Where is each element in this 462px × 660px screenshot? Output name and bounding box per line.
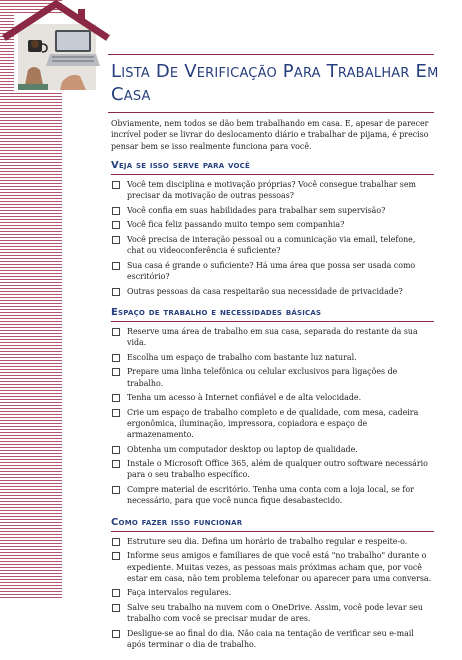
checkbox[interactable] bbox=[112, 328, 120, 336]
checkbox[interactable] bbox=[112, 409, 120, 417]
checklist-item-text: Você confia em suas habilidades para trabalhar sem supervisão? bbox=[127, 205, 386, 215]
checklist-item-text: Faça intervalos regulares. bbox=[127, 588, 232, 598]
section-heading: Como fazer isso funcionar bbox=[111, 517, 434, 532]
checkbox[interactable] bbox=[112, 181, 120, 189]
section-suitability bbox=[111, 160, 434, 297]
checkbox[interactable] bbox=[112, 394, 120, 402]
section-workspace bbox=[111, 307, 434, 507]
checklist-item-text: Escolha um espaço de trabalho com bastante luz natural. bbox=[127, 352, 357, 362]
checkbox[interactable] bbox=[112, 368, 120, 376]
checklist-item-text: Obtenha um computador desktop ou laptop de qualidade. bbox=[127, 444, 358, 454]
checklist-item bbox=[111, 366, 434, 389]
checklist-item bbox=[111, 536, 434, 547]
checkbox[interactable] bbox=[112, 446, 120, 454]
title-top-rule bbox=[108, 54, 434, 55]
checkbox[interactable] bbox=[112, 589, 120, 597]
section-making-it-work bbox=[111, 517, 434, 651]
checkbox[interactable] bbox=[112, 207, 120, 215]
section-heading: Veja se isso serve para você bbox=[111, 160, 434, 175]
checkbox[interactable] bbox=[112, 486, 120, 494]
house-photo-icon bbox=[0, 0, 112, 92]
checklist-item-text: Salve seu trabalho na nuvem com o OneDrive. Assim, você pode levar seu trabalho com você se precisar mudar de ares. bbox=[127, 602, 423, 624]
checklist-item bbox=[111, 407, 434, 441]
checklist-item bbox=[111, 392, 434, 403]
checklist-item-text: Você tem disciplina e motivação próprias? Você consegue trabalhar sem precisar da motivação de outras pessoas? bbox=[127, 180, 416, 201]
checkbox[interactable] bbox=[112, 460, 120, 468]
checklist-item bbox=[111, 234, 434, 257]
checklist-item-text: Instale o Microsoft Office 365, além de qualquer outro software necessário para o seu trabalho específico. bbox=[127, 459, 428, 480]
checkbox[interactable] bbox=[112, 221, 120, 229]
checklist-item bbox=[111, 628, 434, 651]
checklist-item-text: Desligue-se ao final do dia. Não caia na tentação de verificar seu e-mail após terminar o dia de trabalho. bbox=[127, 628, 414, 649]
checklist-item bbox=[111, 484, 434, 507]
checklist-item bbox=[111, 550, 434, 584]
title-bottom-rule bbox=[108, 112, 434, 113]
checklist-item-text: Sua casa é grande o suficiente? Há uma área que possa ser usada como escritório? bbox=[127, 260, 416, 282]
checklist bbox=[111, 179, 434, 297]
checklist-item bbox=[111, 602, 434, 625]
checklist-item-text: Informe seus amigos e familiares de que você está "no trabalho" durante o expediente. Muitas vezes, as pessoas mais próximas acham que, por você estar em casa, não tem problema telefonar ou aparecer para uma conversa. bbox=[127, 551, 432, 583]
checklist-item-text: Você precisa de interação pessoal ou a comunicação via email, telefone, chat ou videoconferência é suficiente? bbox=[127, 234, 416, 256]
checklist-item-text: Outras pessoas da casa respeitarão sua necessidade de privacidade? bbox=[127, 286, 403, 296]
checkbox[interactable] bbox=[112, 538, 120, 546]
checklist-item bbox=[111, 219, 434, 230]
checklist bbox=[111, 536, 434, 650]
checkbox[interactable] bbox=[112, 288, 120, 296]
checkbox[interactable] bbox=[112, 236, 120, 244]
checkbox[interactable] bbox=[112, 354, 120, 362]
checklist-item bbox=[111, 458, 434, 481]
section-heading: Espaço de trabalho e necessidades básicas bbox=[111, 307, 434, 322]
checklist-item-text: Crie um espaço de trabalho completo e de qualidade, com mesa, cadeira ergonômica, iluminação, impressora, copiadora e espaço de armazenamento. bbox=[127, 407, 419, 440]
checkbox[interactable] bbox=[112, 604, 120, 612]
checklist-item-text: Você fica feliz passando muito tempo sem companhia? bbox=[127, 220, 345, 230]
checklist-item-text: Reserve uma área de trabalho em sua casa, separada do restante da sua vida. bbox=[127, 327, 418, 348]
checklist-item-text: Compre material de escritório. Tenha uma conta com a loja local, se for necessário, para que você nunca fique desabastecido. bbox=[127, 484, 414, 506]
checklist-item bbox=[111, 286, 434, 297]
checklist-item bbox=[111, 326, 434, 349]
checklist-item-text: Prepare uma linha telefônica ou celular exclusivos para ligações de trabalho. bbox=[127, 367, 398, 388]
checklist-item bbox=[111, 205, 434, 216]
checklist-item-text: Tenha um acesso à Internet confiável e de alta velocidade. bbox=[127, 393, 362, 403]
checkbox[interactable] bbox=[112, 262, 120, 270]
content bbox=[111, 118, 434, 660]
page-title: Lista De Verificação Para Trabalhar Em Casa bbox=[111, 61, 439, 105]
checklist-item-text: Estruture seu dia. Defina um horário de trabalho regular e respeite-o. bbox=[127, 536, 408, 546]
checkbox[interactable] bbox=[112, 630, 120, 638]
checklist-item bbox=[111, 260, 434, 283]
checklist-item bbox=[111, 352, 434, 363]
checklist-item bbox=[111, 179, 434, 202]
checklist-item bbox=[111, 444, 434, 455]
checklist bbox=[111, 326, 434, 506]
checkbox[interactable] bbox=[112, 552, 120, 560]
checklist-item bbox=[111, 587, 434, 598]
intro-paragraph: Obviamente, nem todos se dão bem trabalhando em casa. E, apesar de parecer incrível poder se livrar do deslocamento diário e trabalhar de pijama, é preciso pensar bem se isso realmente funciona para você. bbox=[111, 119, 429, 151]
